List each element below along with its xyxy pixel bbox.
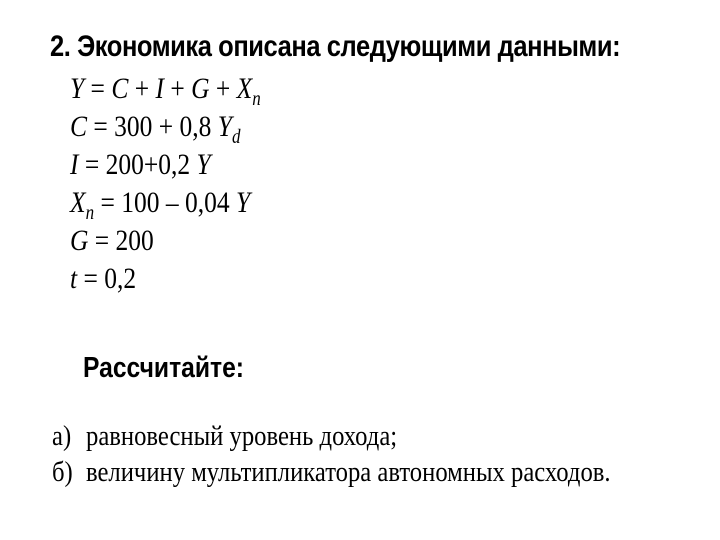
equation-lhs: X bbox=[70, 186, 86, 219]
task-item bbox=[52, 418, 611, 454]
equation-line bbox=[70, 222, 261, 260]
equation-line bbox=[70, 260, 261, 298]
equation-lhs: G bbox=[70, 224, 89, 257]
problem-heading: 2. Экономика описана следующими данными: bbox=[50, 30, 621, 63]
equation-lhs: C bbox=[70, 110, 88, 143]
task-list bbox=[52, 418, 709, 490]
equation-rhs: = C + I + G + X bbox=[90, 72, 253, 105]
calculate-heading: Рассчитайте: bbox=[83, 352, 244, 384]
equation-rhs: = 100 – 0,04 Y bbox=[100, 186, 251, 219]
equation-lhs-subscript: n bbox=[85, 202, 95, 224]
equation-rhs: = 300 + 0,8 Y bbox=[93, 110, 232, 143]
equation-rhs-subscript: d bbox=[231, 126, 241, 148]
task-item bbox=[52, 454, 611, 490]
equation-rhs: = 200+0,2 Y bbox=[84, 148, 211, 181]
task-text: равновесный уровень дохода; bbox=[86, 420, 398, 452]
equation-lhs: I bbox=[70, 148, 79, 181]
equation-lhs: Y bbox=[70, 72, 85, 105]
equation-line bbox=[70, 108, 261, 146]
task-text: величину мультипликатора автономных расходов. bbox=[86, 456, 611, 488]
equation-rhs: = 0,2 bbox=[83, 262, 137, 295]
equation-line bbox=[70, 146, 261, 184]
equation-rhs-subscript: n bbox=[252, 88, 261, 110]
equation-line bbox=[70, 70, 261, 108]
equation-lhs: t bbox=[70, 262, 78, 295]
task-marker: б) bbox=[52, 456, 73, 488]
equation-line bbox=[70, 184, 261, 222]
equation-list bbox=[70, 70, 294, 298]
equation-rhs: = 200 bbox=[94, 224, 154, 257]
task-marker: а) bbox=[52, 420, 72, 452]
